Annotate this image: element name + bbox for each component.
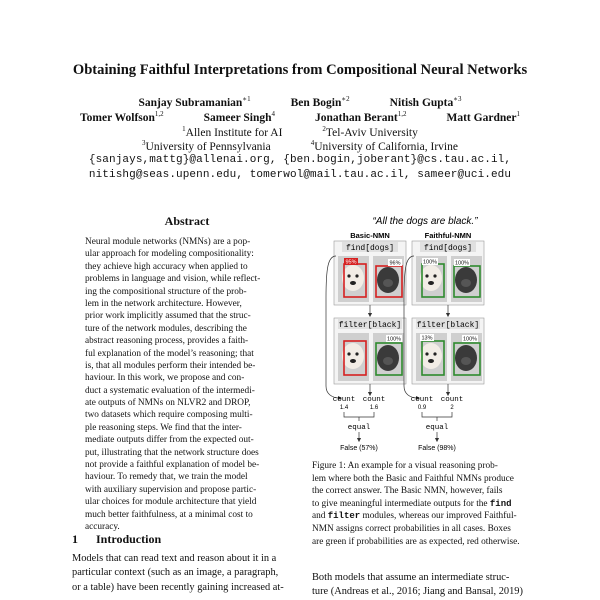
email-line-2: nitishg@seas.upenn.edu, tomerwol@mail.tau.ac.il, sameer@uci.edu	[88, 169, 512, 181]
basic-count-value-2: 1.6	[369, 405, 379, 411]
column-label-basic: Basic-NMN	[350, 231, 390, 240]
section-heading-introduction	[72, 532, 161, 547]
abstract-line: Neural module networks (NMNs) are a pop-	[85, 237, 251, 247]
author-1	[80, 112, 164, 124]
basic-result: False (57%)	[340, 445, 378, 452]
author-3	[390, 97, 462, 109]
author-name: Sameer Singh	[203, 111, 272, 124]
faithful-count-label-1: count	[410, 396, 434, 404]
author-1	[138, 97, 250, 109]
caption-line: to give meaningful intermediate outputs for the find	[312, 498, 512, 509]
author-sup: 4	[271, 110, 275, 118]
faithful-filter-box-2: 100%	[462, 336, 478, 343]
affiliation-sup: 1	[182, 125, 186, 133]
caption-line: lem where both the Basic and Faithful NMNs produce	[312, 473, 514, 484]
figure-query: “All the dogs are black.”	[372, 216, 478, 227]
affiliations-row-2	[0, 139, 600, 153]
author-sup: 1,2	[154, 110, 164, 118]
faithful-find-box-2: 100%	[454, 260, 470, 267]
abstract-body	[85, 236, 289, 533]
caption-line: are green if probabilities are as expected, red otherwise.	[312, 536, 520, 547]
introduction-line: or a table) have been recently gaining increased at-	[72, 581, 284, 593]
affiliations-row-1	[0, 125, 600, 139]
abstract-line: mediate outputs differ from the expected out-	[85, 435, 254, 446]
right-column-line: Both models that assume an intermediate struc-	[312, 572, 510, 583]
introduction-text	[72, 552, 304, 595]
affiliation-name: Tel-Aviv University	[325, 126, 418, 139]
basic-find-box-2: 96%	[389, 260, 401, 267]
affiliation-name: University of California, Irvine	[314, 140, 458, 153]
caption-line: NMN assigns correct probabilities in all cases. Boxes	[312, 523, 511, 534]
author-2	[204, 112, 275, 124]
abstract-line: ular approach for modeling compositionality:	[85, 249, 254, 260]
affiliation-name: Allen Institute for AI	[185, 126, 283, 139]
faithful-counts	[411, 396, 464, 411]
affiliation-sup: 3	[142, 139, 146, 147]
abstract-line: is, that all modules perform their intended be-	[85, 360, 256, 371]
faithful-count-value-1: 0.9	[417, 405, 427, 411]
abstract-line: ture of the network modules, describing the	[85, 323, 247, 334]
abstract-line: ful explanation of the model’s reasoning; that	[85, 348, 254, 359]
faithful-find-label: find[dogs]	[423, 244, 473, 253]
faithful-filter-box-1: 13%	[421, 335, 433, 342]
figure-caption	[312, 460, 538, 548]
basic-counts	[333, 396, 386, 411]
right-column-line: ture (Andreas et al., 2016; Jiang and Bansal, 2019)	[312, 586, 523, 598]
affiliation-1	[142, 141, 271, 153]
abstract-line: they achieve high accuracy when applied to	[85, 261, 248, 272]
basic-count-label-1: count	[332, 396, 356, 404]
affiliation-name: University of Pennsylvania	[145, 140, 271, 153]
basic-find-box-1: 95%	[345, 259, 357, 266]
faithful-filter-label: filter[black]	[416, 321, 480, 330]
affiliation-2	[322, 127, 417, 139]
abstract-line: problems in language and vision, while reflect-	[85, 274, 261, 285]
caption-line: the correct answer. The Basic NMN, however, fails	[312, 486, 503, 497]
abstract-line: two datasets which require composing multi-	[85, 410, 253, 421]
affiliation-sup: 4	[310, 139, 315, 147]
author-3	[315, 112, 407, 124]
introduction-line: particular context (such as an image, a paragraph,	[72, 567, 279, 579]
abstract-line: prior work implicitly assumed that the struc-	[85, 311, 251, 322]
author-sup: 1	[516, 110, 520, 118]
right-column-text	[312, 571, 538, 600]
caption-line: Figure 1: An example for a visual reasoning prob-	[312, 461, 498, 471]
author-name: Ben Bogin	[290, 96, 342, 109]
faithful-count-value-2: 2	[450, 405, 454, 411]
basic-count-value-1: 1.4	[339, 405, 349, 411]
affiliation-2	[311, 141, 458, 153]
author-name: Sanjay Subramanian	[138, 96, 243, 109]
section-number: 1	[72, 532, 78, 546]
faithful-filter-panel	[412, 318, 484, 384]
author-sup: 1,2	[397, 110, 407, 118]
abstract-line: with auxiliary supervision and propose partic-	[85, 484, 257, 495]
authors-row-1	[0, 95, 600, 109]
basic-filter-box-1: 100%	[386, 336, 402, 343]
abstract-line: not provide a faithful explanation of model be-	[85, 460, 260, 471]
basic-count-label-2: count	[362, 396, 386, 404]
author-sup: ∗1	[242, 95, 251, 103]
introduction-line: Models that can read text and reason about it in a	[72, 553, 277, 564]
abstract-line: lem in the network architecture. However,	[85, 298, 242, 309]
author-name: Matt Gardner	[446, 111, 517, 124]
section-title: Introduction	[96, 532, 162, 546]
faithful-find-panel	[412, 241, 484, 305]
author-4	[447, 112, 520, 124]
authors-row-2	[0, 110, 600, 124]
column-label-faithful: Faithful-NMN	[424, 231, 472, 240]
basic-find-label: find[dogs]	[345, 244, 395, 253]
author-2	[291, 97, 350, 109]
basic-equal-label: equal	[347, 424, 371, 432]
faithful-result: False (98%)	[418, 445, 456, 452]
email-line-1: {sanjays,mattg}@allenai.org, {ben.bogin,joberant}@cs.tau.ac.il,	[88, 154, 512, 166]
abstract-line: abstract reasoning process, provides a faith-	[85, 336, 249, 347]
abstract-line: accuracy.	[85, 521, 120, 532]
abstract-line: haviour. To remedy that, we train the model	[85, 472, 248, 483]
author-sup: ∗3	[453, 95, 462, 103]
basic-filter-label: filter[black]	[338, 321, 402, 330]
abstract-line: ular choices for module architecture that yield	[85, 497, 257, 508]
affiliation-1	[182, 127, 282, 139]
basic-find-panel	[334, 241, 406, 305]
abstract-heading: Abstract	[164, 214, 210, 228]
author-sup: ∗2	[341, 95, 350, 103]
abstract-line: ate outputs of NMNs on NLVR2 and DROP,	[85, 398, 251, 409]
figure-1	[312, 208, 538, 456]
faithful-count-label-2: count	[440, 396, 464, 404]
abstract-line: put, illustrating that the network structure does	[85, 447, 259, 458]
abstract-line: duct a systematic evaluation of the intermedi-	[85, 385, 255, 396]
caption-code: find	[489, 498, 512, 509]
caption-line: and filter modules, whereas our improved Faithful-	[312, 511, 517, 522]
abstract-line: ple reasoning steps. We find that the inter-	[85, 422, 242, 433]
abstract-line: much better faithfulness, at a minimal cost to	[85, 509, 253, 520]
basic-filter-panel	[334, 318, 406, 384]
caption-code: filter	[327, 511, 361, 522]
abstract-line: ing the compositional structure of the prob-	[85, 286, 247, 297]
faithful-find-box-1: 100%	[422, 259, 438, 266]
author-name: Jonathan Berant	[315, 111, 398, 124]
faithful-equal-label: equal	[425, 424, 449, 432]
author-name: Nitish Gupta	[389, 96, 454, 109]
paper-title: Obtaining Faithful Interpretations from Compositional Neural Networks	[72, 62, 528, 78]
affiliation-sup: 2	[322, 125, 326, 133]
abstract-line: haviour. In this work, we propose and con-	[85, 373, 245, 384]
author-name: Tomer Wolfson	[80, 111, 155, 124]
